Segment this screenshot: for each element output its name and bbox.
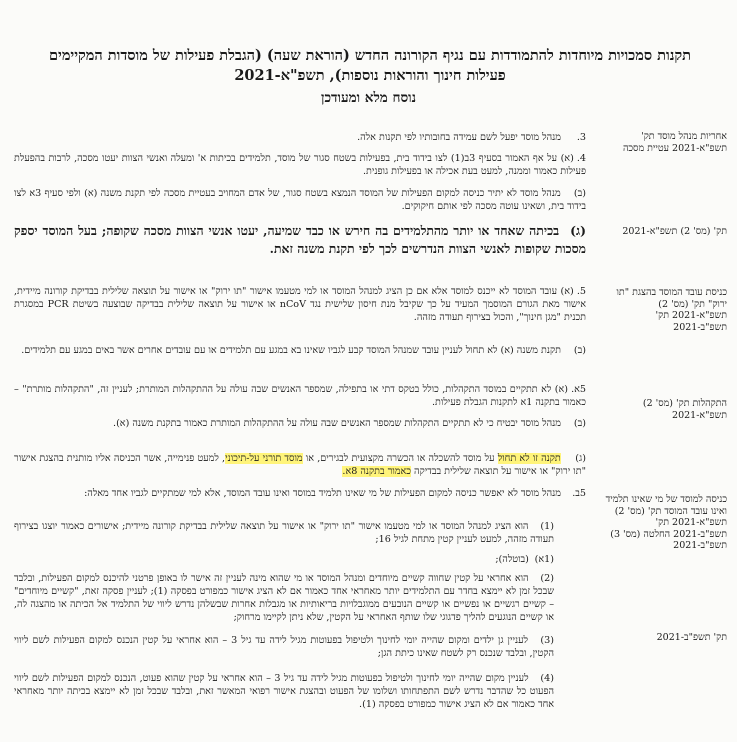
section-4a — [14, 152, 586, 178]
section-number: 5. (א) — [560, 286, 586, 297]
highlighted-text: תקנה זו לא תחול — [497, 453, 561, 464]
document-title: תקנות סמכויות מיוחדות להתמודדות עם נגיף הקורונה החדש (הוראת שעה) (הגבלת פעילות של מוסדות המקיימים פעילות חינוך והוראות נוספות), תשפ"א-2021 — [48, 47, 692, 84]
section-number: (ג) — [570, 223, 586, 238]
section-5b — [14, 344, 586, 357]
section-number: (2) — [540, 573, 554, 584]
section-number: (ג) — [575, 453, 586, 464]
side-note-amendment-2021: תק' תשפ"ב-2021 — [656, 632, 727, 643]
section-text: בכיתה שאחד או יותר מהתלמידים בה חירש או כבד שמיעה, יעטו אנשי הצוות מסכה שקופה; בעל המוסד יספק מסכות שקופות לאנשי הצוות הנדרשים לכך לפי תקנת משנה זאת. — [14, 223, 586, 256]
highlighted-text: מוסד תורני על-תיכוני — [225, 453, 303, 464]
section-number: (ב) — [573, 418, 586, 429]
section-4c — [14, 222, 586, 258]
section-5b-1 — [14, 520, 554, 546]
section-number: (ב) — [573, 188, 586, 199]
side-note-amendment: תק' (מס' 2) תשפ"א-2021 — [622, 226, 727, 237]
document-subtitle: נוסח מלא ומעודכן — [321, 90, 416, 106]
section-text: מנהל מוסד לא יאפשר כניסה למקום הפעילות של מי שאינו תלמיד במוסד ואינו עובד המוסד, אלא למי שמתקיים לגביו אחד מאלה: — [84, 488, 561, 499]
section-text: לא תתקיים במוסד התקהלות, כולל בטקס דתי או בתפילה, שמספר האנשים שבה עולה על ההתקהלות המותרת; לעניין זה, "התקהלות מותרת" – כאמור בתקנה 1א לתקנות הגבלת פעילות. — [14, 384, 586, 408]
section-text: מנהל מוסד לא יתיר כניסה למקום הפעילות של המוסד הנמצא בשטח סגור, של אדם המחויב בעטיית מסכה לפי תקנת משנה (א) ולפי סעיף 3א לצו בידוד בית, ושאינו עוטה מסכה לפי אותם חיקוקים. — [14, 188, 586, 212]
section-text: תקנת משנה (א) לא תחול לעניין עובד שמנהל המוסד קבע לגביו שאינו בא במגע עם תלמידים או עם עובדים אחרים אשר באים במגע עם תלמידים. — [21, 345, 561, 356]
section-3 — [14, 131, 586, 144]
side-note-visitor-entry: כניסה למוסד של מי שאינו תלמיד ואינו עובד המוסד תק' (מס' 2) תשפ"א-2021 תק' תשפ"ב-2021 החלטה (מס' 3) תשפ"ב-2021 — [605, 494, 727, 551]
section-text: הוא אחראי על קטין שחווה קשיים מיוחדים ומנהל המוסד או מי שהוא מינה לעניין זה אישר לו באופן פרטני להיכנס למקום הפעילות, ובלבד שבכל זמן לא יימצא בחדר עם התלמידים יותר מאחראי אחד כאמור אם לא הציג אישור כמפורט בפסקה (1); לעניין פסקה זאת, "קשיים מיוחדים" – קשיים רגשיים או נפשיים או קשיים הנובעים ממוגבלויות בריאותיות או מגבלות אחרות שבשלהן נדרש ליווי של התלמיד אל הכיתה או מהצגה לה, או קשיים הנוגעים להליך פדגוגי שלו שותף האחראי על הקטין, שלא ניתן לקיימו מרחוק; — [14, 573, 555, 623]
section-text: , למעט פנימייה, אשר הכניסה אליו מותנית בהצגת אישור "תו ירוק" או אישור על תוצאה שלילית בבדיקה — [14, 453, 586, 477]
section-number: 5ב. — [572, 488, 586, 499]
section-text: לעניין מקום שהייה יומי לחינוך ולטיפול בפעוטות מגיל לידה עד גיל 3 – הוא אחראי על קטין שהוא פעוט, הנכנס למקום הפעילות לשם ליווי הפעוט כל שהדבר נדרש לשם התפתחותו ושלומו של הפעוט ובהצגת אישור רפואי המאשר זאת, ובלבד שבכל זמן לא יימצא בכיתה יותר מאחראי אחד כאמור אם לא הציג אישור כמפורט בפסקה (1). — [14, 673, 554, 710]
section-number: (3) — [540, 635, 554, 646]
section-text: על אף האמור בסעיף 3ב(1) לצו בידוד בית, בפעילות בשטח סגור של מוסד, תלמידים בכיתות א' ומעלה ואנשי הצוות יעטו מסכה, לרבות בהפעלת פעילות כאמור וממנה, למעט בעת אכילה או בפעילות גופנית. — [14, 153, 586, 177]
section-text: על מוסד להשכלה או הכשרה מקצועית לבגירים, או — [302, 453, 498, 464]
highlighted-text: כאמור בתקנה 8א. — [342, 466, 411, 477]
section-text: לעניין גן ילדים ומקום שהייה יומי לחינוך ולטיפול בפעוטות מגיל לידה עד גיל 3 – הוא אחראי על קטין הנכנס למקום הפעילות לשם ליווי הקטין, ובלבד שנכנס רק לשטח שאינו כיתת הגן; — [14, 635, 554, 659]
section-5xa-c — [14, 452, 586, 478]
section-number: 5א. (א) — [554, 384, 586, 395]
section-number: (ב) — [573, 345, 586, 356]
section-text: הוא הציג למנהל המוסד או למי מטעמו אישור "תו ירוק" או אישור על תוצאה שלילית בבדיקת קורונה מיידית; אישורים כאמור יוצגו בצירוף תעודה מזהה, למעט לעניין קטין מתחת לגיל 16; — [14, 521, 554, 545]
side-note-responsibility: אחריות מנהל מוסד תק' תשפ"א-2021 עטיית מסכה — [622, 131, 727, 154]
section-number: 3. — [576, 132, 586, 143]
section-5xa-a — [14, 383, 586, 409]
section-number: (4) — [540, 673, 554, 684]
section-5b-4 — [14, 672, 554, 711]
section-5a — [14, 285, 586, 324]
section-4b — [14, 187, 586, 213]
section-5b-3 — [14, 634, 554, 660]
side-note-staff-entry: כניסת עובד המוסד בהצגת "תו ירוק" תק' (מס' 2) תשפ"א-2021 תק' תשפ"ב-2021 — [616, 287, 727, 333]
section-text: מנהל מוסד יפעל לשם עמידה בחובותיו לפי תקנות אלה. — [357, 132, 561, 143]
section-text: מנהל מוסד יבטיח כי לא תתקיים התקהלות שמספר האנשים שבה עולה על ההתקהלות המותרת כאמור בתקנת משנה (א). — [113, 418, 561, 429]
section-5b-1a — [14, 553, 554, 566]
section-number: (1) — [540, 521, 554, 532]
section-text: עובד המוסד לא ייכנס למוסד אלא אם כן הציג למנהל המוסד או למי מטעמו אישור "תו ירוק" או אישור על תוצאה שלילית בבדיקת קורונה מיידית, אישור מאת הגורם המוסמך המעיד על כך שקיבל מנת חיסון שלישית נגד nCoV או אישור על תוצאה שלילית בבדיקה שבוצעה בשיטת PCR במסגרת תכנית "מגן חינוך", והכול בצירוף תעודה מזהה. — [14, 286, 586, 323]
section-5xa-b — [14, 417, 586, 430]
section-number: (1א) — [534, 554, 554, 565]
section-number: 4. (א) — [560, 153, 587, 164]
section-5b-intro — [14, 487, 586, 500]
section-text: (בוטלה); — [495, 554, 529, 565]
side-note-gathering: התקהלות תק' (מס' 2) תשפ"א-2021 — [642, 398, 727, 421]
section-5b-2 — [14, 572, 554, 624]
